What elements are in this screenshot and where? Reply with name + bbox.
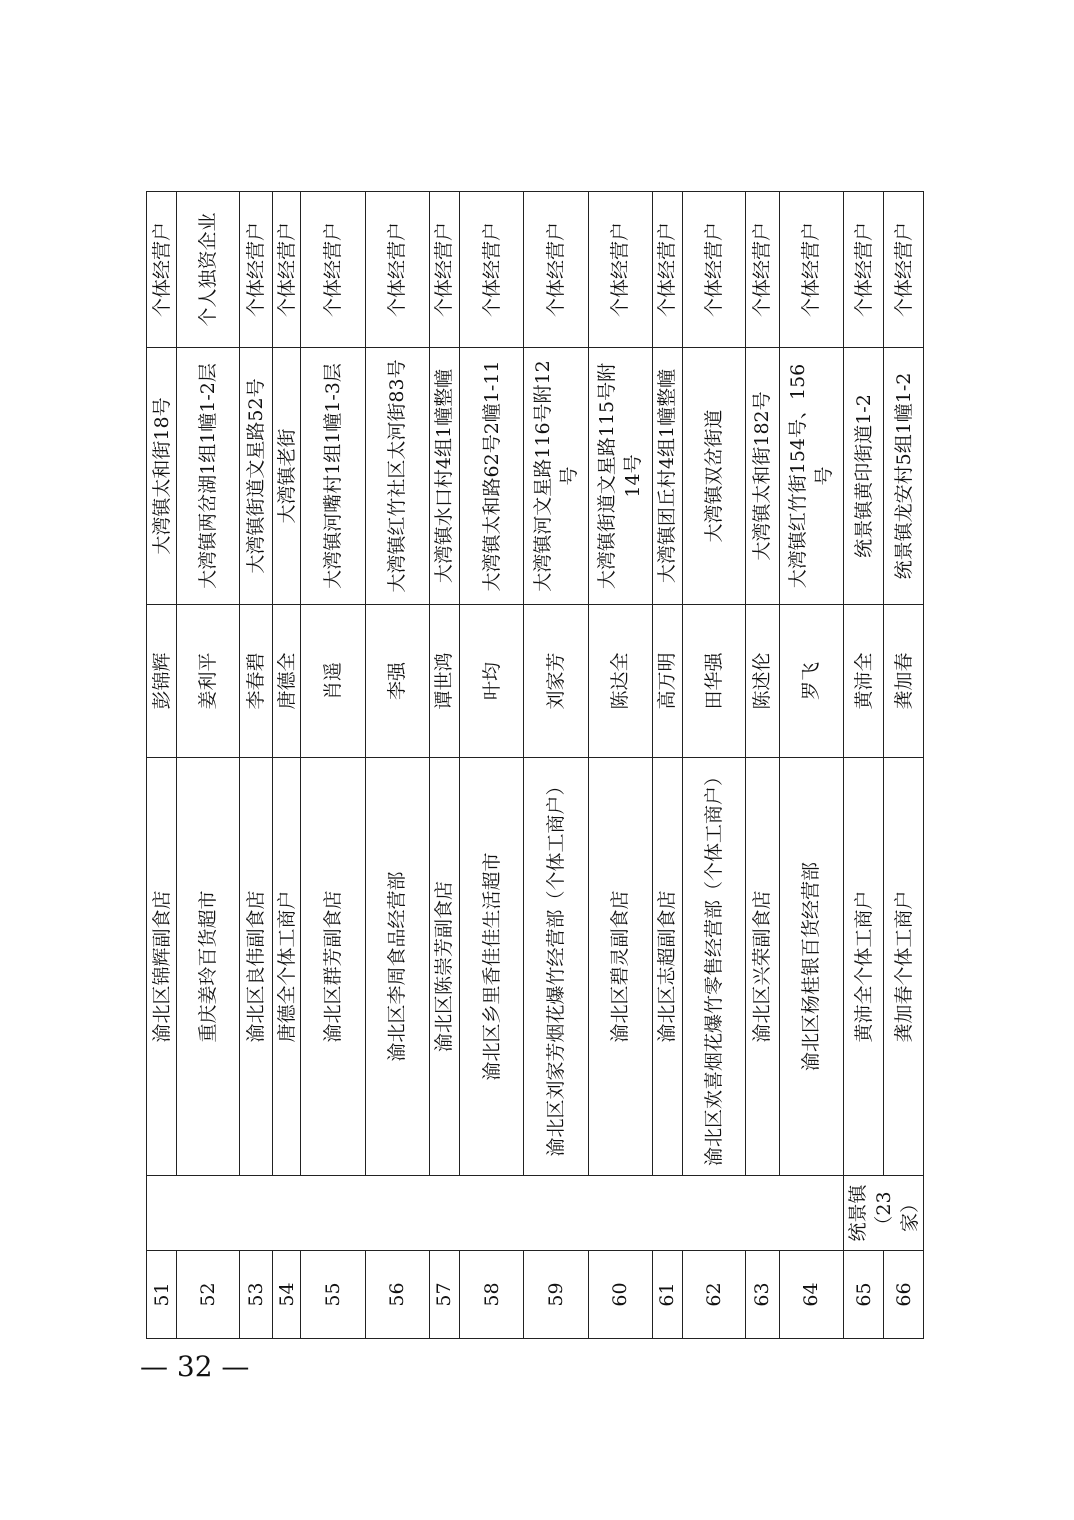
operator-name: 叶均	[459, 605, 524, 758]
operator-name: 李春碧	[239, 605, 272, 758]
business-type: 个体经营户	[239, 192, 272, 348]
row-number: 63	[746, 1251, 779, 1339]
business-type: 个体经营户	[844, 192, 884, 348]
operator-name: 黄沛全	[844, 605, 884, 758]
table-row	[239, 192, 272, 1339]
business-address: 大湾镇双岔街道	[682, 348, 746, 605]
business-name: 渝北区欢喜烟花爆竹零售经营部（个体工商户）	[682, 758, 746, 1176]
business-address: 大湾镇河文星路116号附12号	[524, 348, 589, 605]
row-number: 57	[429, 1251, 459, 1339]
business-address: 大湾镇老街	[273, 348, 301, 605]
business-type: 个体经营户	[884, 192, 924, 348]
table-row	[524, 192, 589, 1339]
business-address: 大湾镇太和街182号	[746, 348, 779, 605]
row-number: 58	[459, 1251, 524, 1339]
business-address: 大湾镇两岔湖1组1幢1-2层	[177, 348, 240, 605]
operator-name: 唐德全	[273, 605, 301, 758]
business-type: 个体经营户	[682, 192, 746, 348]
business-address: 大湾镇太和路62号2幢1-11	[459, 348, 524, 605]
business-name: 渝北区陈崇芳副食店	[429, 758, 459, 1176]
table-row	[147, 192, 177, 1339]
business-type: 个体经营户	[588, 192, 652, 348]
business-type: 个体经营户	[273, 192, 301, 348]
business-name: 龚加春个体工商户	[884, 758, 924, 1176]
table-row	[588, 192, 652, 1339]
business-name: 渝北区乡里香佳佳生活超市	[459, 758, 524, 1176]
business-address: 大湾镇水口村4组1幢整幢	[429, 348, 459, 605]
table-row	[682, 192, 746, 1339]
business-name: 渝北区李周食品经营部	[365, 758, 429, 1176]
table-row	[429, 192, 459, 1339]
business-type: 个体经营户	[746, 192, 779, 348]
business-address: 大湾镇太和街18号	[147, 348, 177, 605]
table-row	[884, 192, 924, 1339]
operator-name: 罗飞	[779, 605, 844, 758]
row-number: 56	[365, 1251, 429, 1339]
business-name: 渝北区锦辉副食店	[147, 758, 177, 1176]
business-type: 个体经营户	[301, 192, 366, 348]
table-row	[301, 192, 366, 1339]
business-type: 个体经营户	[459, 192, 524, 348]
business-address: 大湾镇红竹街154号、156号	[779, 348, 844, 605]
business-name: 渝北区良伟副食店	[239, 758, 272, 1176]
row-number: 66	[884, 1251, 924, 1339]
row-number: 65	[844, 1251, 884, 1339]
operator-name: 李强	[365, 605, 429, 758]
business-type: 个体经营户	[365, 192, 429, 348]
business-name: 渝北区群芳副食店	[301, 758, 366, 1176]
operator-name: 彭锦辉	[147, 605, 177, 758]
business-type: 个体经营户	[429, 192, 459, 348]
town-count: （23家）	[872, 1191, 921, 1235]
business-type: 个体经营户	[524, 192, 589, 348]
operator-name: 龚加春	[884, 605, 924, 758]
business-type: 个体经营户	[147, 192, 177, 348]
business-address: 大湾镇街道文星路115号附14号	[588, 348, 652, 605]
operator-name: 姜利平	[177, 605, 240, 758]
operator-name: 高万明	[652, 605, 682, 758]
business-type: 个人独资企业	[177, 192, 240, 348]
business-address: 大湾镇红竹社区太河街83号	[365, 348, 429, 605]
table-row	[652, 192, 682, 1339]
town-cell	[844, 1176, 924, 1251]
table-row	[273, 192, 301, 1339]
business-name: 渝北区刘家芳烟花爆竹经营部（个体工商户）	[524, 758, 589, 1176]
table-row	[459, 192, 524, 1339]
table-row	[177, 192, 240, 1339]
business-name: 渝北区志超副食店	[652, 758, 682, 1176]
row-number: 61	[652, 1251, 682, 1339]
business-name: 重庆姜玲百货超市	[177, 758, 240, 1176]
table-row	[844, 192, 884, 1339]
operator-name: 刘家芳	[524, 605, 589, 758]
business-type: 个体经营户	[652, 192, 682, 348]
table-row	[746, 192, 779, 1339]
business-name: 渝北区碧灵副食店	[588, 758, 652, 1176]
row-number: 62	[682, 1251, 746, 1339]
operator-name: 陈述伦	[746, 605, 779, 758]
business-name: 唐德全个体工商户	[273, 758, 301, 1176]
row-number: 55	[301, 1251, 366, 1339]
rotated-table-container	[146, 192, 924, 1339]
business-name: 渝北区兴荣副食店	[746, 758, 779, 1176]
operator-name: 肖遥	[301, 605, 366, 758]
row-number: 64	[779, 1251, 844, 1339]
business-address: 大湾镇团丘村4组1幢整幢	[652, 348, 682, 605]
business-type: 个体经营户	[779, 192, 844, 348]
table-row	[779, 192, 844, 1339]
business-address: 大湾镇河嘴村1组1幢1-3层	[301, 348, 366, 605]
operator-name: 陈达全	[588, 605, 652, 758]
town-cell-empty	[147, 1176, 844, 1251]
registry-table	[146, 191, 924, 1339]
row-number: 52	[177, 1251, 240, 1339]
table-row	[365, 192, 429, 1339]
business-name: 渝北区杨桂银百货经营部	[779, 758, 844, 1176]
town-name: 统景镇	[846, 1184, 869, 1242]
row-number: 53	[239, 1251, 272, 1339]
business-address: 大湾镇街道文星路52号	[239, 348, 272, 605]
row-number: 51	[147, 1251, 177, 1339]
page-number: — 32 —	[140, 1350, 250, 1383]
operator-name: 谭世鸿	[429, 605, 459, 758]
business-address: 统景镇龙安村5组1幢1-2	[884, 348, 924, 605]
row-number: 60	[588, 1251, 652, 1339]
business-address: 统景镇黄印街道1-2	[844, 348, 884, 605]
row-number: 54	[273, 1251, 301, 1339]
operator-name: 田华强	[682, 605, 746, 758]
business-name: 黄沛全个体工商户	[844, 758, 884, 1176]
row-number: 59	[524, 1251, 589, 1339]
registry-table-body	[147, 192, 924, 1339]
